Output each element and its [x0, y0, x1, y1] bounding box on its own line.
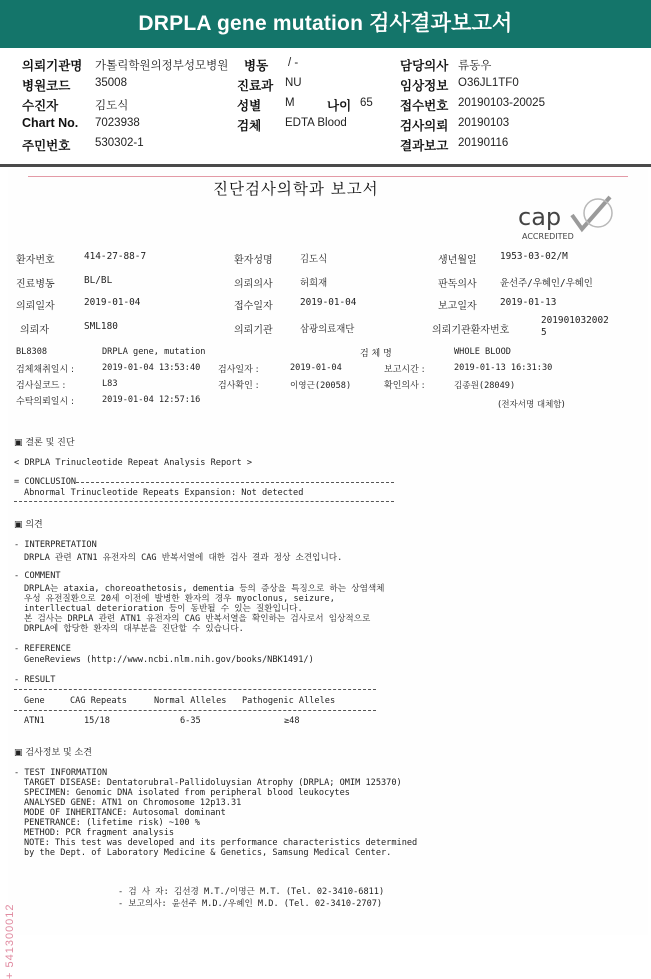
scanned-report	[4, 169, 648, 979]
header-separator	[0, 164, 651, 167]
interpretation-heading: - INTERPRETATION	[14, 540, 97, 550]
info-value-read-doctor: 윤선주/우혜인/우혜인	[500, 278, 593, 289]
test-info-line: - TEST INFORMATION	[14, 768, 108, 778]
exam-collect-label: 검체채취일시 :	[16, 365, 75, 375]
info-value-patient-name: 김도식	[300, 254, 328, 265]
exam-code: BL8308	[16, 347, 48, 357]
result-cell-pathogenic: ≥48	[284, 716, 300, 726]
header-label-resident-no: 주민번호	[22, 139, 71, 153]
exam-confirm: 이영근(20058)	[290, 381, 352, 391]
result-col-normal: Normal Alleles	[154, 696, 227, 706]
exam-recv-time: 2019-01-04 12:57:16	[102, 395, 201, 405]
exam-lab-code-label: 검사실코드 :	[16, 381, 66, 391]
section-result-title: ▣ 결론 및 진단	[14, 438, 75, 448]
header-value-age: 65	[360, 97, 373, 109]
header-label-report-date: 결과보고	[400, 139, 449, 153]
comment-line: DRPLA에 합당한 환자의 대부분을 진단할 수 있습니다.	[24, 624, 244, 634]
header-value-hospital-code: 35008	[95, 77, 127, 89]
info-value-req-doctor: 허희재	[300, 278, 328, 289]
comment-heading: - COMMENT	[14, 571, 61, 581]
info-value-req-org-no: 201901032002	[541, 315, 609, 326]
info-label-req-date: 의뢰일자	[16, 301, 55, 312]
section-info-title: ▣ 검사정보 및 소견	[14, 748, 92, 758]
header-label-sex: 성별	[237, 99, 262, 113]
cap-logo-brand: cap	[518, 203, 562, 231]
request-header	[0, 52, 651, 160]
test-info-line: ANALYSED GENE: ATN1 on Chromosome 12p13.31	[24, 798, 242, 808]
test-info-line: PENETRANCE: (lifetime risk) ~100 %	[24, 818, 200, 828]
report-banner-title: DRPLA gene mutation 검사결과보고서	[0, 0, 651, 48]
header-value-department: NU	[285, 77, 302, 89]
conclusion-heading: = CONCLUSION	[14, 477, 77, 487]
exam-esign: (전자서명 대체함)	[498, 400, 565, 410]
header-label-chart-no: Chart No.	[22, 116, 79, 130]
test-info-line: NOTE: This test was developed and its performance characteristics determined	[24, 838, 418, 848]
header-label-specimen: 검체	[237, 119, 262, 133]
test-info-line: METHOD: PCR fragment analysis	[24, 828, 175, 838]
result-col-gene: Gene	[24, 696, 45, 706]
report-title: 진단검사의학과 보고서	[213, 180, 379, 198]
header-label-request-date: 검사의뢰	[400, 119, 449, 133]
info-value-recv-date: 2019-01-04	[300, 297, 357, 308]
header-value-ward: / -	[288, 57, 299, 69]
result-col-pathogenic: Pathogenic Alleles	[242, 696, 336, 706]
info-label-patient-name: 환자성명	[234, 255, 273, 266]
exam-confirm-label: 검사확인 :	[218, 381, 259, 391]
signer-tester: - 검 사 자: 김선경 M.T./이명근 M.T. (Tel. 02-3410-6811)	[118, 887, 385, 897]
exam-lab-code: L83	[102, 379, 118, 389]
exam-test-date-label: 검사일자 :	[218, 365, 259, 375]
exam-report-time: 2019-01-13 16:31:30	[454, 363, 553, 373]
exam-report-time-label: 보고시간 :	[384, 365, 425, 375]
result-cell-cag: 15/18	[84, 716, 110, 726]
header-value-sex: M	[285, 97, 295, 109]
conclusion-bottom-rule	[14, 501, 394, 502]
header-label-clinical-info: 임상정보	[400, 79, 449, 93]
test-info-line: SPECIMEN: Genomic DNA isolated from peripheral blood leukocytes	[24, 788, 350, 798]
exam-specimen-label: 검 체 명	[360, 349, 392, 359]
header-value-chart-no: 7023938	[95, 117, 140, 129]
info-value-birth: 1953-03-02/M	[500, 251, 568, 262]
header-value-report-date: 20190116	[458, 137, 509, 149]
result-table-top-rule	[14, 689, 376, 690]
exam-recv-time-label: 수탁의뢰일시 :	[16, 397, 75, 407]
header-value-patient: 김도식	[95, 100, 129, 112]
header-value-request-date: 20190103	[458, 117, 510, 129]
info-label-requester: 의뢰자	[20, 325, 49, 336]
header-value-specimen: EDTA Blood	[285, 117, 347, 129]
info-value-requester: SML180	[84, 321, 118, 332]
reference-heading: - REFERENCE	[14, 644, 71, 654]
header-label-ward: 병동	[244, 59, 269, 73]
side-serial-number: + 541300012	[4, 903, 16, 979]
comment-line: DRPLA는 ataxia, choreoathetosis, dementia 등의 증상을 특징으로 하는 상염색체	[24, 584, 385, 594]
test-info-line: by the Dept. of Laboratory Medicine & Genetics, Samsung Medical Center.	[24, 848, 392, 858]
info-label-ward: 진료병동	[16, 279, 55, 290]
header-value-accession: 20190103-20025	[458, 97, 545, 109]
header-label-age: 나이	[327, 99, 352, 113]
result-heading: - RESULT	[14, 675, 56, 685]
info-value-req-date: 2019-01-04	[84, 297, 141, 308]
header-label-institution: 의뢰기관명	[22, 59, 83, 73]
exam-specimen: WHOLE BLOOD	[454, 347, 511, 357]
info-value-req-org: 삼광의료재단	[300, 324, 355, 335]
section-opinion-title: ▣ 의견	[14, 520, 43, 530]
info-value-ward: BL/BL	[84, 275, 113, 286]
conclusion-rule	[76, 482, 394, 483]
exam-name: DRPLA gene, mutation	[102, 347, 206, 357]
info-value-report-date: 2019-01-13	[500, 297, 557, 308]
reference-text: GeneReviews (http://www.ncbi.nlm.nih.gov/books/NBK1491/)	[24, 655, 314, 665]
info-label-req-org: 의뢰기관	[234, 325, 273, 336]
analysis-report-title: < DRPLA Trinucleotide Repeat Analysis Report >	[14, 458, 252, 468]
cap-accredited-logo	[514, 189, 624, 245]
exam-confirm-doc-label: 확인의사 :	[384, 381, 425, 391]
signer-doctor: - 보고의사: 윤선주 M.D./우혜인 M.D. (Tel. 02-3410-2707)	[118, 899, 383, 909]
info-value-req-org-no-2: 5	[541, 327, 547, 338]
info-label-report-date: 보고일자	[438, 301, 477, 312]
result-col-cag: CAG Repeats	[70, 696, 127, 706]
header-value-clinical-info: O36JL1TF0	[458, 77, 519, 89]
exam-confirm-doc: 김종원(28049)	[454, 381, 516, 391]
interpretation-text: DRPLA 관련 ATN1 유전자의 CAG 반복서열에 대한 검사 결과 정상 소견입니다.	[24, 553, 343, 563]
result-cell-normal: 6-35	[180, 716, 201, 726]
cap-logo-sub: ACCREDITED	[522, 232, 574, 241]
exam-test-date: 2019-01-04	[290, 363, 342, 373]
header-value-institution: 가톨릭학원의정부성모병원	[95, 60, 229, 72]
info-label-read-doctor: 판독의사	[438, 279, 477, 290]
result-table-mid-rule	[14, 710, 376, 711]
header-value-doctor: 류동우	[458, 60, 492, 72]
comment-line: 본 검사는 DRPLA 관련 ATN1 유전자의 CAG 반복서열을 확인하는 검사로서 임상적으로	[24, 614, 371, 624]
info-value-patient-no: 414-27-88-7	[84, 251, 147, 262]
comment-line: 우성 유전질환으로 20세 이전에 발병한 환자의 경우 myoclonus, seizure,	[24, 594, 335, 604]
info-label-recv-date: 접수일자	[234, 301, 273, 312]
info-label-birth: 생년월일	[438, 255, 477, 266]
header-label-doctor: 담당의사	[400, 59, 449, 73]
header-label-department: 진료과	[237, 79, 274, 93]
conclusion-text: Abnormal Trinucleotide Repeats Expansion: Not detected	[24, 488, 304, 498]
test-info-line: TARGET DISEASE: Dentatorubral-Pallidoluysian Atrophy (DRPLA; OMIM 125370)	[24, 778, 402, 788]
info-label-req-doctor: 의뢰의사	[234, 279, 273, 290]
header-label-accession: 접수번호	[400, 99, 449, 113]
result-cell-gene: ATN1	[24, 716, 45, 726]
comment-line: interllectual deterioration 등이 동반될 수 있는 질환입니다.	[24, 604, 303, 614]
info-label-req-org-no: 의뢰기관환자번호	[432, 325, 510, 336]
header-label-patient: 수진자	[22, 99, 59, 113]
header-label-hospital-code: 병원코드	[22, 79, 71, 93]
exam-collect: 2019-01-04 13:53:40	[102, 363, 201, 373]
test-info-line: MODE OF INHERITANCE: Autosomal dominant	[24, 808, 226, 818]
header-value-resident-no: 530302-1	[95, 137, 144, 149]
info-label-patient-no: 환자번호	[16, 255, 55, 266]
